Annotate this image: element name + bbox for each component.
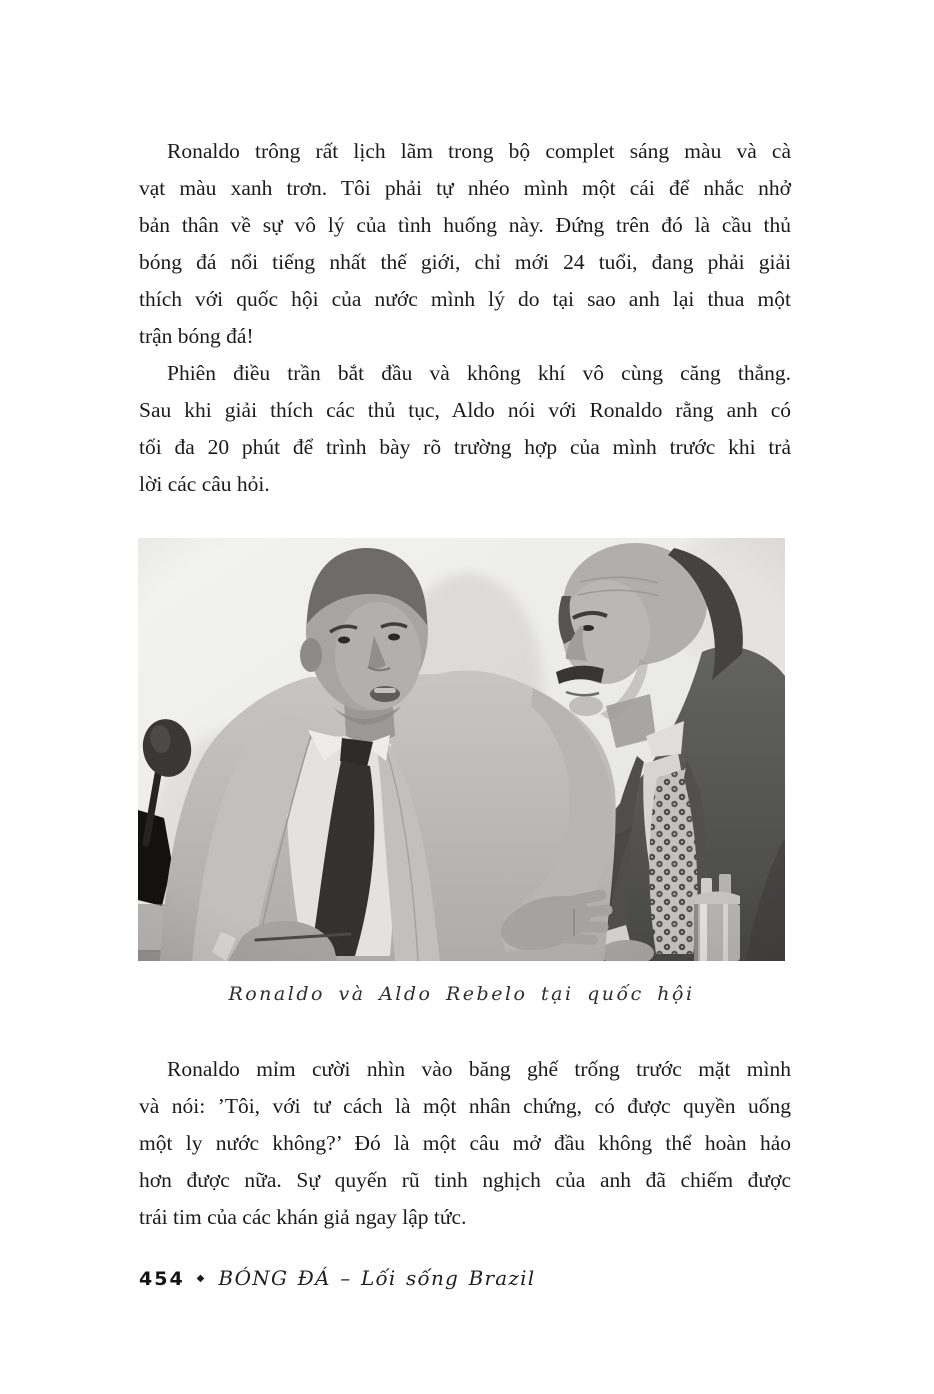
text-line: bóng đá nổi tiếng nhất thế giới, chỉ mới 24 tuổi, đang phải giải xyxy=(139,250,791,274)
book-title: BÓNG ĐÁ – Lối sống Brazil xyxy=(218,1266,536,1290)
photo-figure xyxy=(138,538,785,1005)
paragraph xyxy=(139,355,791,503)
text-line: Sau khi giải thích các thủ tục, Aldo nói với Ronaldo rằng anh có xyxy=(139,398,791,422)
page-footer xyxy=(139,1266,535,1290)
page-number: 454 xyxy=(139,1268,185,1290)
photo-caption: Ronaldo và Aldo Rebelo tại quốc hội xyxy=(228,983,695,1005)
paragraph xyxy=(139,133,791,355)
text-line: Phiên điều trần bắt đầu và không khí vô cùng căng thẳng. xyxy=(167,361,791,385)
body-text-bottom xyxy=(139,1051,791,1236)
text-line: Ronaldo trông rất lịch lãm trong bộ complet sáng màu và cà xyxy=(167,139,791,163)
footer-bullet-icon: ◆ xyxy=(196,1272,205,1284)
text-line: hơn được nữa. Sự quyến rũ tinh nghịch của anh đã chiếm được xyxy=(139,1168,791,1192)
body-text-top xyxy=(139,133,791,503)
text-line: bản thân về sự vô lý của tình huống này. Đứng trên đó là cầu thủ xyxy=(139,213,791,237)
text-line: lời các câu hỏi. xyxy=(139,472,270,496)
text-line: một ly nước không?’ Đó là một câu mở đầu không thể hoàn hảo xyxy=(139,1131,791,1155)
photo-ronaldo-aldo xyxy=(138,538,785,961)
paragraph xyxy=(139,1051,791,1236)
text-line: vạt màu xanh trơn. Tôi phải tự nhéo mình một cái để nhắc nhở xyxy=(139,176,791,200)
text-line: và nói: ’Tôi, với tư cách là một nhân chứng, có được quyền uống xyxy=(139,1094,791,1118)
text-line: trái tim của các khán giả ngay lập tức. xyxy=(139,1205,467,1229)
text-line: tối đa 20 phút để trình bày rõ trường hợp của mình trước khi trả xyxy=(139,435,791,459)
text-line: thích với quốc hội của nước mình lý do tại sao anh lại thua một xyxy=(139,287,791,311)
text-line: trận bóng đá! xyxy=(139,324,254,348)
text-line: Ronaldo mỉm cười nhìn vào băng ghế trống trước mặt mình xyxy=(167,1057,791,1081)
